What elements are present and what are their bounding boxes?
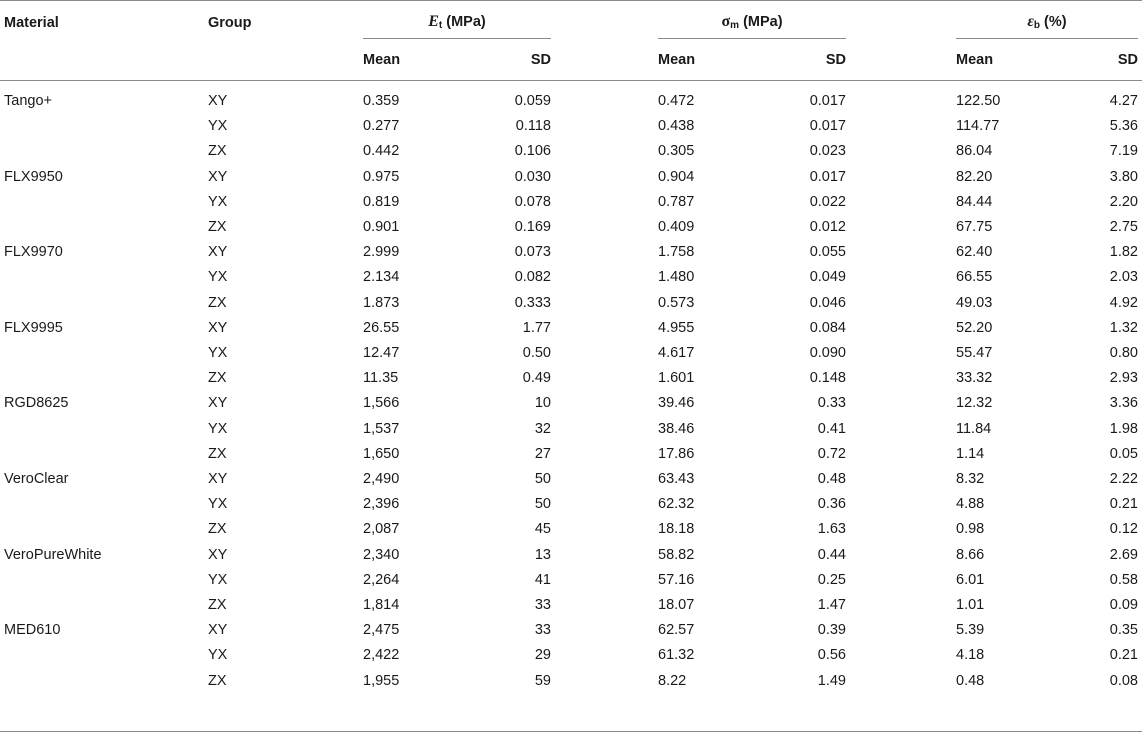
cell-group: ZX bbox=[208, 672, 227, 689]
cell-eb-mean: 55.47 bbox=[956, 345, 993, 361]
cell-eb-sd: 5.36 bbox=[1109, 118, 1138, 135]
et-unit: (MPa) bbox=[442, 14, 486, 30]
cell-et-sd: 0.49 bbox=[522, 370, 551, 387]
cell-et-sd: 33 bbox=[534, 622, 551, 639]
cell-sm-mean: 1.758 bbox=[658, 244, 695, 261]
cell-et-mean: 1,955 bbox=[363, 672, 400, 689]
cell-sm-sd: 0.017 bbox=[809, 168, 846, 185]
cell-et-mean: 2,422 bbox=[363, 647, 400, 664]
cell-sm-mean: 57.16 bbox=[658, 571, 695, 588]
cell-eb-sd: 2.93 bbox=[1109, 370, 1138, 387]
epsilon-group-rule bbox=[956, 38, 1138, 39]
header-et-mean: Mean bbox=[363, 52, 401, 68]
cell-et-mean: 2.134 bbox=[363, 269, 400, 286]
cell-eb-sd: 0.08 bbox=[1109, 672, 1138, 689]
table-top-rule bbox=[0, 0, 1142, 1]
cell-sm-sd: 0.090 bbox=[809, 345, 846, 361]
cell-material: MED610 bbox=[4, 622, 61, 639]
table-row bbox=[0, 618, 1142, 643]
table-row bbox=[0, 492, 1142, 517]
cell-et-mean: 0.442 bbox=[363, 143, 400, 160]
cell-eb-sd: 1.98 bbox=[1109, 420, 1138, 437]
cell-eb-sd: 2.69 bbox=[1109, 546, 1138, 563]
cell-eb-mean: 0.48 bbox=[956, 672, 985, 689]
cell-et-mean: 1,566 bbox=[363, 395, 400, 412]
cell-material: FLX9970 bbox=[4, 244, 63, 261]
table-row bbox=[0, 669, 1142, 694]
cell-eb-sd: 2.75 bbox=[1109, 219, 1138, 235]
cell-eb-mean: 5.39 bbox=[956, 622, 985, 639]
cell-et-sd: 45 bbox=[534, 521, 551, 538]
cell-et-sd: 41 bbox=[534, 571, 551, 588]
cell-eb-sd: 0.58 bbox=[1109, 571, 1138, 588]
table-row bbox=[0, 391, 1142, 416]
cell-et-sd: 27 bbox=[534, 445, 551, 462]
table-bottom-rule bbox=[0, 731, 1142, 732]
cell-eb-mean: 82.20 bbox=[956, 168, 993, 185]
sigma-group-rule bbox=[658, 38, 846, 39]
cell-sm-sd: 0.046 bbox=[809, 294, 846, 311]
table-row bbox=[0, 593, 1142, 618]
table-row bbox=[0, 517, 1142, 542]
cell-et-mean: 0.901 bbox=[363, 219, 400, 235]
cell-et-sd: 0.082 bbox=[514, 269, 551, 286]
et-subscript: t bbox=[438, 20, 443, 31]
header-epsilon-sd: SD bbox=[1117, 52, 1138, 68]
cell-eb-mean: 33.32 bbox=[956, 370, 993, 387]
cell-material: FLX9995 bbox=[4, 319, 63, 336]
sigma-symbol: σ bbox=[721, 13, 731, 30]
cell-group: XY bbox=[208, 93, 228, 109]
cell-group: YX bbox=[208, 118, 228, 135]
cell-sm-sd: 0.022 bbox=[809, 193, 846, 210]
cell-sm-sd: 0.48 bbox=[817, 471, 846, 487]
epsilon-subscript: b bbox=[1033, 20, 1041, 31]
cell-eb-mean: 86.04 bbox=[956, 143, 993, 160]
cell-et-mean: 1.873 bbox=[363, 294, 400, 311]
cell-sm-mean: 58.82 bbox=[658, 546, 695, 563]
table-row bbox=[0, 165, 1142, 190]
cell-group: ZX bbox=[208, 521, 227, 538]
header-material: Material bbox=[4, 15, 59, 31]
cell-eb-sd: 1.32 bbox=[1109, 319, 1138, 336]
cell-sm-sd: 0.25 bbox=[817, 571, 846, 588]
cell-sm-sd: 0.055 bbox=[809, 244, 846, 261]
cell-group: XY bbox=[208, 395, 228, 412]
cell-eb-sd: 0.21 bbox=[1109, 647, 1138, 664]
cell-et-sd: 0.118 bbox=[515, 118, 551, 135]
cell-eb-sd: 0.09 bbox=[1109, 597, 1138, 613]
cell-sm-mean: 0.573 bbox=[658, 294, 695, 311]
cell-group: YX bbox=[208, 193, 228, 210]
cell-sm-mean: 0.305 bbox=[658, 143, 695, 160]
cell-et-sd: 0.50 bbox=[522, 345, 551, 361]
cell-group: YX bbox=[208, 571, 228, 588]
table-row bbox=[0, 341, 1142, 366]
cell-sm-sd: 0.44 bbox=[817, 546, 846, 563]
cell-eb-mean: 122.50 bbox=[956, 93, 1001, 109]
cell-eb-sd: 2.20 bbox=[1109, 193, 1138, 210]
header-group: Group bbox=[208, 15, 252, 31]
cell-material: FLX9950 bbox=[4, 168, 63, 185]
cell-eb-sd: 1.82 bbox=[1109, 244, 1138, 261]
cell-eb-mean: 4.88 bbox=[956, 496, 985, 513]
cell-et-mean: 2,490 bbox=[363, 471, 400, 487]
et-group-rule bbox=[363, 38, 551, 39]
cell-material: VeroClear bbox=[4, 471, 69, 487]
cell-et-sd: 1.77 bbox=[522, 319, 551, 336]
header-sigma-sd: SD bbox=[825, 52, 846, 68]
cell-eb-mean: 67.75 bbox=[956, 219, 993, 235]
header-et-sd: SD bbox=[530, 52, 551, 68]
cell-sm-mean: 39.46 bbox=[658, 395, 695, 412]
cell-group: XY bbox=[208, 546, 228, 563]
table-row bbox=[0, 89, 1142, 114]
table-row bbox=[0, 543, 1142, 568]
cell-sm-mean: 0.438 bbox=[658, 118, 695, 135]
cell-sm-sd: 0.41 bbox=[817, 420, 846, 437]
cell-eb-sd: 3.36 bbox=[1109, 395, 1138, 412]
epsilon-unit: (%) bbox=[1040, 14, 1067, 30]
cell-material: VeroPureWhite bbox=[4, 546, 102, 563]
cell-group: ZX bbox=[208, 445, 227, 462]
sigma-subscript: m bbox=[730, 20, 740, 31]
table-row bbox=[0, 114, 1142, 139]
table-row bbox=[0, 316, 1142, 341]
header-bottom-rule bbox=[0, 80, 1142, 81]
cell-et-mean: 2,087 bbox=[363, 521, 400, 538]
cell-eb-mean: 0.98 bbox=[956, 521, 985, 538]
cell-et-mean: 1,537 bbox=[363, 420, 400, 437]
cell-group: ZX bbox=[208, 143, 227, 160]
cell-eb-sd: 4.92 bbox=[1109, 294, 1138, 311]
cell-sm-sd: 0.084 bbox=[809, 319, 846, 336]
table-row bbox=[0, 139, 1142, 164]
cell-sm-mean: 0.409 bbox=[658, 219, 695, 235]
header-sigma-m bbox=[658, 13, 846, 31]
cell-sm-sd: 1.47 bbox=[817, 597, 846, 613]
cell-eb-sd: 0.05 bbox=[1109, 445, 1138, 462]
cell-sm-sd: 0.012 bbox=[809, 219, 846, 235]
sigma-unit: (MPa) bbox=[739, 14, 783, 30]
cell-et-mean: 0.359 bbox=[363, 93, 400, 109]
table-row bbox=[0, 240, 1142, 265]
cell-eb-mean: 62.40 bbox=[956, 244, 993, 261]
cell-et-mean: 26.55 bbox=[363, 319, 400, 336]
cell-sm-mean: 18.18 bbox=[658, 521, 695, 538]
cell-sm-mean: 61.32 bbox=[658, 647, 695, 664]
table-row bbox=[0, 568, 1142, 593]
cell-eb-sd: 0.35 bbox=[1109, 622, 1138, 639]
cell-sm-sd: 0.148 bbox=[809, 370, 846, 387]
cell-sm-mean: 0.787 bbox=[658, 193, 695, 210]
cell-et-sd: 0.073 bbox=[514, 244, 551, 261]
cell-sm-sd: 0.017 bbox=[809, 118, 846, 135]
table-row bbox=[0, 215, 1142, 240]
cell-group: XY bbox=[208, 168, 228, 185]
cell-eb-mean: 8.66 bbox=[956, 546, 985, 563]
cell-et-mean: 11.35 bbox=[363, 370, 399, 387]
cell-eb-mean: 52.20 bbox=[956, 319, 993, 336]
cell-et-sd: 0.059 bbox=[514, 93, 551, 109]
cell-sm-sd: 0.39 bbox=[817, 622, 846, 639]
cell-eb-mean: 8.32 bbox=[956, 471, 985, 487]
cell-eb-mean: 1.14 bbox=[956, 445, 985, 462]
cell-eb-mean: 6.01 bbox=[956, 571, 985, 588]
cell-sm-mean: 8.22 bbox=[658, 672, 687, 689]
cell-eb-sd: 2.03 bbox=[1109, 269, 1138, 286]
cell-eb-sd: 0.12 bbox=[1109, 521, 1138, 538]
cell-et-sd: 50 bbox=[534, 496, 551, 513]
cell-sm-mean: 1.601 bbox=[658, 370, 695, 387]
cell-et-mean: 12.47 bbox=[363, 345, 400, 361]
cell-sm-mean: 4.955 bbox=[658, 319, 695, 336]
cell-sm-mean: 18.07 bbox=[658, 597, 695, 613]
cell-sm-mean: 4.617 bbox=[658, 345, 695, 361]
cell-group: XY bbox=[208, 319, 228, 336]
header-sigma-mean: Mean bbox=[658, 52, 696, 68]
cell-et-mean: 1,650 bbox=[363, 445, 400, 462]
cell-sm-mean: 62.32 bbox=[658, 496, 695, 513]
table-row bbox=[0, 265, 1142, 290]
cell-sm-mean: 62.57 bbox=[658, 622, 695, 639]
cell-group: YX bbox=[208, 496, 228, 513]
table-row bbox=[0, 190, 1142, 215]
cell-et-mean: 0.819 bbox=[363, 193, 400, 210]
cell-sm-mean: 0.472 bbox=[658, 93, 695, 109]
cell-eb-sd: 0.80 bbox=[1109, 345, 1138, 361]
cell-et-sd: 0.030 bbox=[514, 168, 551, 185]
cell-et-mean: 2,264 bbox=[363, 571, 400, 588]
header-epsilon-mean: Mean bbox=[956, 52, 994, 68]
cell-eb-sd: 0.21 bbox=[1109, 496, 1138, 513]
cell-eb-mean: 49.03 bbox=[956, 294, 993, 311]
cell-et-sd: 0.078 bbox=[514, 193, 551, 210]
table-row bbox=[0, 467, 1142, 492]
cell-eb-sd: 4.27 bbox=[1109, 93, 1138, 109]
cell-sm-mean: 17.86 bbox=[658, 445, 695, 462]
cell-eb-sd: 2.22 bbox=[1109, 471, 1138, 487]
cell-et-sd: 0.169 bbox=[514, 219, 551, 235]
cell-et-sd: 13 bbox=[534, 546, 551, 563]
cell-sm-sd: 0.72 bbox=[817, 445, 846, 462]
cell-et-sd: 0.333 bbox=[514, 294, 551, 311]
cell-sm-sd: 0.56 bbox=[817, 647, 846, 664]
cell-sm-sd: 0.017 bbox=[809, 93, 846, 109]
cell-group: XY bbox=[208, 622, 228, 639]
cell-et-mean: 2,396 bbox=[363, 496, 400, 513]
cell-et-mean: 0.277 bbox=[363, 118, 400, 135]
cell-et-mean: 2.999 bbox=[363, 244, 400, 261]
table-row bbox=[0, 442, 1142, 467]
et-symbol: E bbox=[428, 13, 439, 30]
cell-eb-sd: 7.19 bbox=[1109, 143, 1138, 160]
cell-sm-mean: 0.904 bbox=[658, 168, 695, 185]
cell-group: ZX bbox=[208, 370, 227, 387]
cell-et-sd: 32 bbox=[534, 420, 551, 437]
header-epsilon-b bbox=[956, 13, 1138, 31]
cell-sm-mean: 38.46 bbox=[658, 420, 695, 437]
cell-eb-mean: 4.18 bbox=[956, 647, 985, 664]
cell-sm-mean: 63.43 bbox=[658, 471, 695, 487]
header-et bbox=[363, 13, 551, 31]
cell-group: YX bbox=[208, 269, 228, 286]
cell-et-sd: 59 bbox=[534, 672, 551, 689]
cell-et-sd: 50 bbox=[534, 471, 551, 487]
cell-et-sd: 10 bbox=[534, 395, 551, 412]
cell-sm-sd: 0.023 bbox=[809, 143, 846, 160]
cell-et-mean: 2,340 bbox=[363, 546, 400, 563]
cell-group: YX bbox=[208, 345, 228, 361]
table-row bbox=[0, 366, 1142, 391]
epsilon-symbol: ε bbox=[1027, 13, 1034, 30]
cell-group: ZX bbox=[208, 597, 227, 613]
cell-sm-sd: 0.33 bbox=[817, 395, 846, 412]
cell-eb-mean: 12.32 bbox=[956, 395, 993, 412]
cell-et-sd: 0.106 bbox=[514, 143, 551, 160]
cell-group: YX bbox=[208, 647, 228, 664]
cell-eb-mean: 114.77 bbox=[956, 118, 1000, 135]
cell-group: ZX bbox=[208, 294, 227, 311]
cell-sm-sd: 1.63 bbox=[817, 521, 846, 538]
cell-group: YX bbox=[208, 420, 228, 437]
cell-group: XY bbox=[208, 471, 228, 487]
cell-eb-mean: 66.55 bbox=[956, 269, 993, 286]
cell-material: RGD8625 bbox=[4, 395, 69, 412]
cell-sm-sd: 1.49 bbox=[817, 672, 846, 689]
table-row bbox=[0, 417, 1142, 442]
cell-eb-sd: 3.80 bbox=[1109, 168, 1138, 185]
cell-eb-mean: 11.84 bbox=[956, 420, 992, 437]
cell-sm-sd: 0.36 bbox=[817, 496, 846, 513]
cell-et-mean: 1,814 bbox=[363, 597, 400, 613]
cell-et-mean: 0.975 bbox=[363, 168, 400, 185]
cell-et-sd: 33 bbox=[534, 597, 551, 613]
cell-et-sd: 29 bbox=[534, 647, 551, 664]
cell-eb-mean: 1.01 bbox=[956, 597, 985, 613]
cell-sm-mean: 1.480 bbox=[658, 269, 695, 286]
table-row bbox=[0, 643, 1142, 668]
cell-et-mean: 2,475 bbox=[363, 622, 400, 639]
cell-sm-sd: 0.049 bbox=[809, 269, 846, 286]
cell-group: ZX bbox=[208, 219, 227, 235]
cell-eb-mean: 84.44 bbox=[956, 193, 993, 210]
cell-material: Tango+ bbox=[4, 93, 52, 109]
cell-group: XY bbox=[208, 244, 228, 261]
table-row bbox=[0, 291, 1142, 316]
